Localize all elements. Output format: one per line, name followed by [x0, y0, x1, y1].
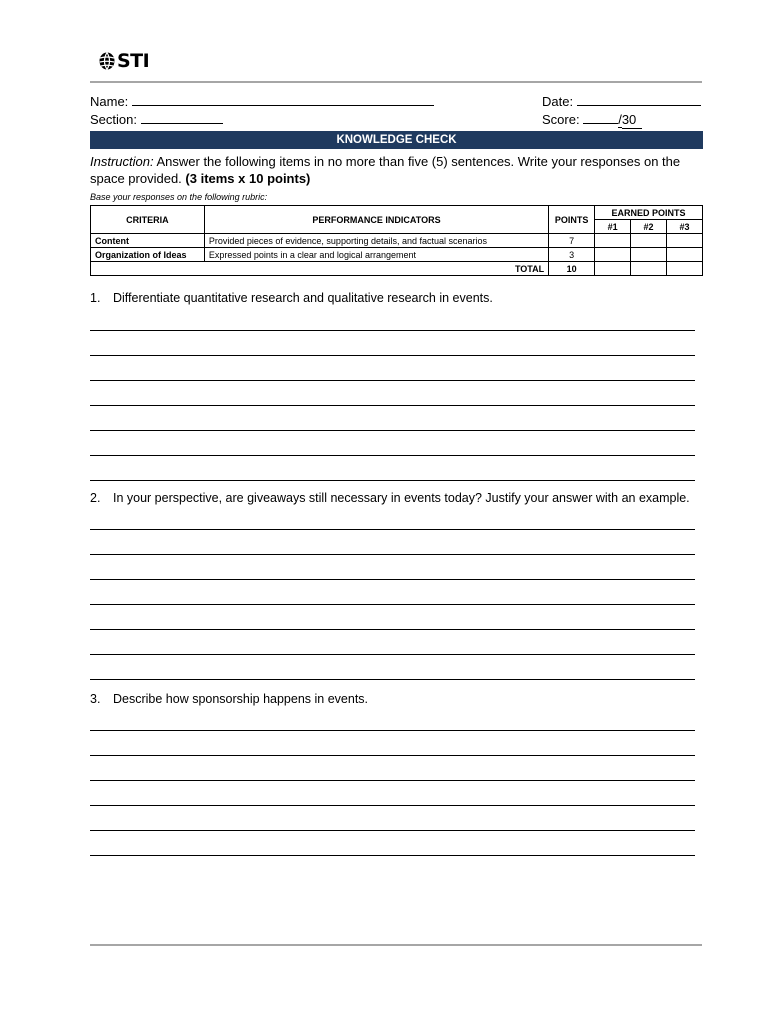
- indicator-cell: Provided pieces of evidence, supporting details, and factual scenarios: [204, 234, 548, 248]
- answer-line[interactable]: [90, 380, 695, 381]
- answer-line[interactable]: [90, 355, 695, 356]
- question-3: [90, 691, 368, 707]
- instruction-text: Answer the following items in no more than five (5) sentences. Write your responses on the space provided.: [90, 154, 681, 186]
- answer-line[interactable]: [90, 554, 695, 555]
- answer-line[interactable]: [90, 679, 695, 680]
- answer-line[interactable]: [90, 430, 695, 431]
- table-row: [91, 248, 703, 262]
- date-label: Date:: [542, 94, 574, 109]
- score-label: Score:: [542, 112, 580, 127]
- answer-line[interactable]: [90, 529, 695, 530]
- criteria-cell: Organization of Ideas: [91, 248, 205, 262]
- name-label: Name:: [90, 94, 129, 109]
- date-blank[interactable]: [577, 93, 701, 106]
- earned-total-2[interactable]: [631, 262, 667, 276]
- earned-cell-1[interactable]: [595, 234, 631, 248]
- question-text: Differentiate quantitative research and qualitative research in events.: [113, 291, 493, 305]
- answer-line[interactable]: [90, 405, 695, 406]
- criteria-cell: Content: [91, 234, 205, 248]
- earned-cell-3[interactable]: [667, 234, 703, 248]
- footer-divider: [90, 944, 702, 946]
- instruction: [90, 153, 704, 187]
- knowledge-check-banner: KNOWLEDGE CHECK: [90, 131, 703, 149]
- answer-line[interactable]: [90, 455, 695, 456]
- earned-col-3: #3: [667, 220, 703, 234]
- question-text: Describe how sponsorship happens in events.: [113, 692, 369, 706]
- question-text: In your perspective, are giveaways still necessary in events today? Justify your answer with an example.: [113, 491, 690, 505]
- score-field: [542, 111, 642, 129]
- question-number: 2.: [90, 491, 101, 505]
- score-separator: /: [618, 112, 622, 127]
- total-points: 10: [549, 262, 595, 276]
- score-blank[interactable]: [583, 111, 618, 124]
- total-label: TOTAL: [91, 262, 549, 276]
- header-divider: [90, 81, 702, 83]
- answer-line[interactable]: [90, 330, 695, 331]
- question-number: 3.: [90, 692, 101, 706]
- answer-line[interactable]: [90, 604, 695, 605]
- answer-line[interactable]: [90, 480, 695, 481]
- earned-cell-2[interactable]: [631, 248, 667, 262]
- answer-line[interactable]: [90, 629, 695, 630]
- points-header: POINTS: [549, 206, 595, 234]
- earned-points-header: EARNED POINTS: [595, 206, 703, 220]
- indicators-header: PERFORMANCE INDICATORS: [204, 206, 548, 234]
- answer-line[interactable]: [90, 830, 695, 831]
- answer-line[interactable]: [90, 805, 695, 806]
- instruction-emphasis: (3 items x 10 points): [185, 171, 311, 186]
- instruction-label: Instruction:: [90, 154, 154, 169]
- earned-total-1[interactable]: [595, 262, 631, 276]
- criteria-header: CRITERIA: [91, 206, 205, 234]
- name-field: [90, 93, 434, 110]
- name-blank[interactable]: [132, 93, 434, 106]
- section-field: [90, 111, 223, 128]
- earned-cell-3[interactable]: [667, 248, 703, 262]
- score-total: 30: [622, 112, 642, 129]
- rubric-table: [90, 205, 703, 276]
- total-row: [91, 262, 703, 276]
- earned-col-1: #1: [595, 220, 631, 234]
- answer-line[interactable]: [90, 579, 695, 580]
- answer-line[interactable]: [90, 755, 695, 756]
- logo-text: STI: [117, 50, 150, 72]
- indicator-cell: Expressed points in a clear and logical arrangement: [204, 248, 548, 262]
- table-row: [91, 234, 703, 248]
- earned-cell-2[interactable]: [631, 234, 667, 248]
- question-1: [90, 290, 493, 306]
- earned-cell-1[interactable]: [595, 248, 631, 262]
- question-number: 1.: [90, 291, 101, 305]
- earned-total-3[interactable]: [667, 262, 703, 276]
- points-cell: 7: [549, 234, 595, 248]
- rubric-note: Base your responses on the following rubric:: [90, 192, 268, 202]
- answer-line[interactable]: [90, 780, 695, 781]
- answer-line[interactable]: [90, 654, 695, 655]
- question-2: [90, 490, 690, 506]
- globe-icon: [98, 51, 116, 71]
- earned-col-2: #2: [631, 220, 667, 234]
- answer-line[interactable]: [90, 730, 695, 731]
- logo: [98, 50, 149, 72]
- section-blank[interactable]: [141, 111, 223, 124]
- section-label: Section:: [90, 112, 137, 127]
- answer-line[interactable]: [90, 855, 695, 856]
- points-cell: 3: [549, 248, 595, 262]
- date-field: [542, 93, 701, 110]
